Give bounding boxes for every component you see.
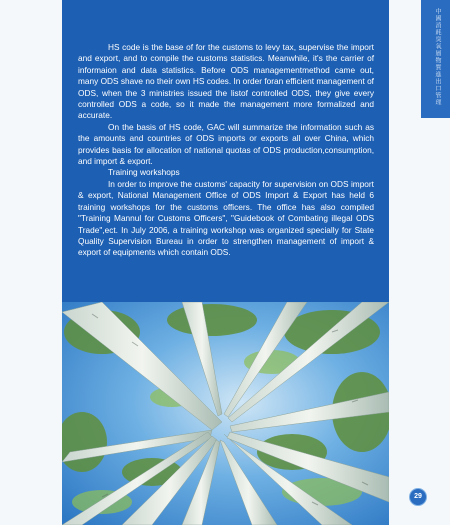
section-heading-training: Training workshops [108,167,180,178]
aspen-trees-photo [62,302,389,525]
side-tab [421,0,450,118]
page-number: 29 [409,488,427,506]
article-body [78,42,374,259]
paragraph-training: In order to improve the customs' capacity for supervision on ODS import & export, National Management Office of ODS Import & Export has held 6 training workshops for the customs officers. The office has also compiled "Training Mannul for Customs Officers", "Guidebook of Combating illegal ODS Trade",ect. In July 2006, a training workshop was organized specially for State Quality Supervision Bureau in order to strengthen management of import & export of equipments which contain ODS. [78,178,374,258]
paragraph-hs-code: HS code is the base of for the customs to levy tax, supervise the import and export, and to compile the customs statistics. Meanwhile, it's the carrier of informaion and data statistics. Before ODS managementmethod came out, many ODS shave no their own HS codes. In order foran efficient management of ODS, when the 3 ministries issued the listof controlled ODS, they give every controlled ODS a code, so it made the management more formalized and accurate. [78,42,374,121]
side-tab-title: 中國消耗臭氧層物質進出口管理 [434,8,441,106]
paragraph-gac-summary: On the basis of HS code, GAC will summarize the information such as the amounts and countries of ODS imports or exports all over China, which provides basis for allocation of national quotas of ODS production,consumption, and import & export. [78,121,374,167]
